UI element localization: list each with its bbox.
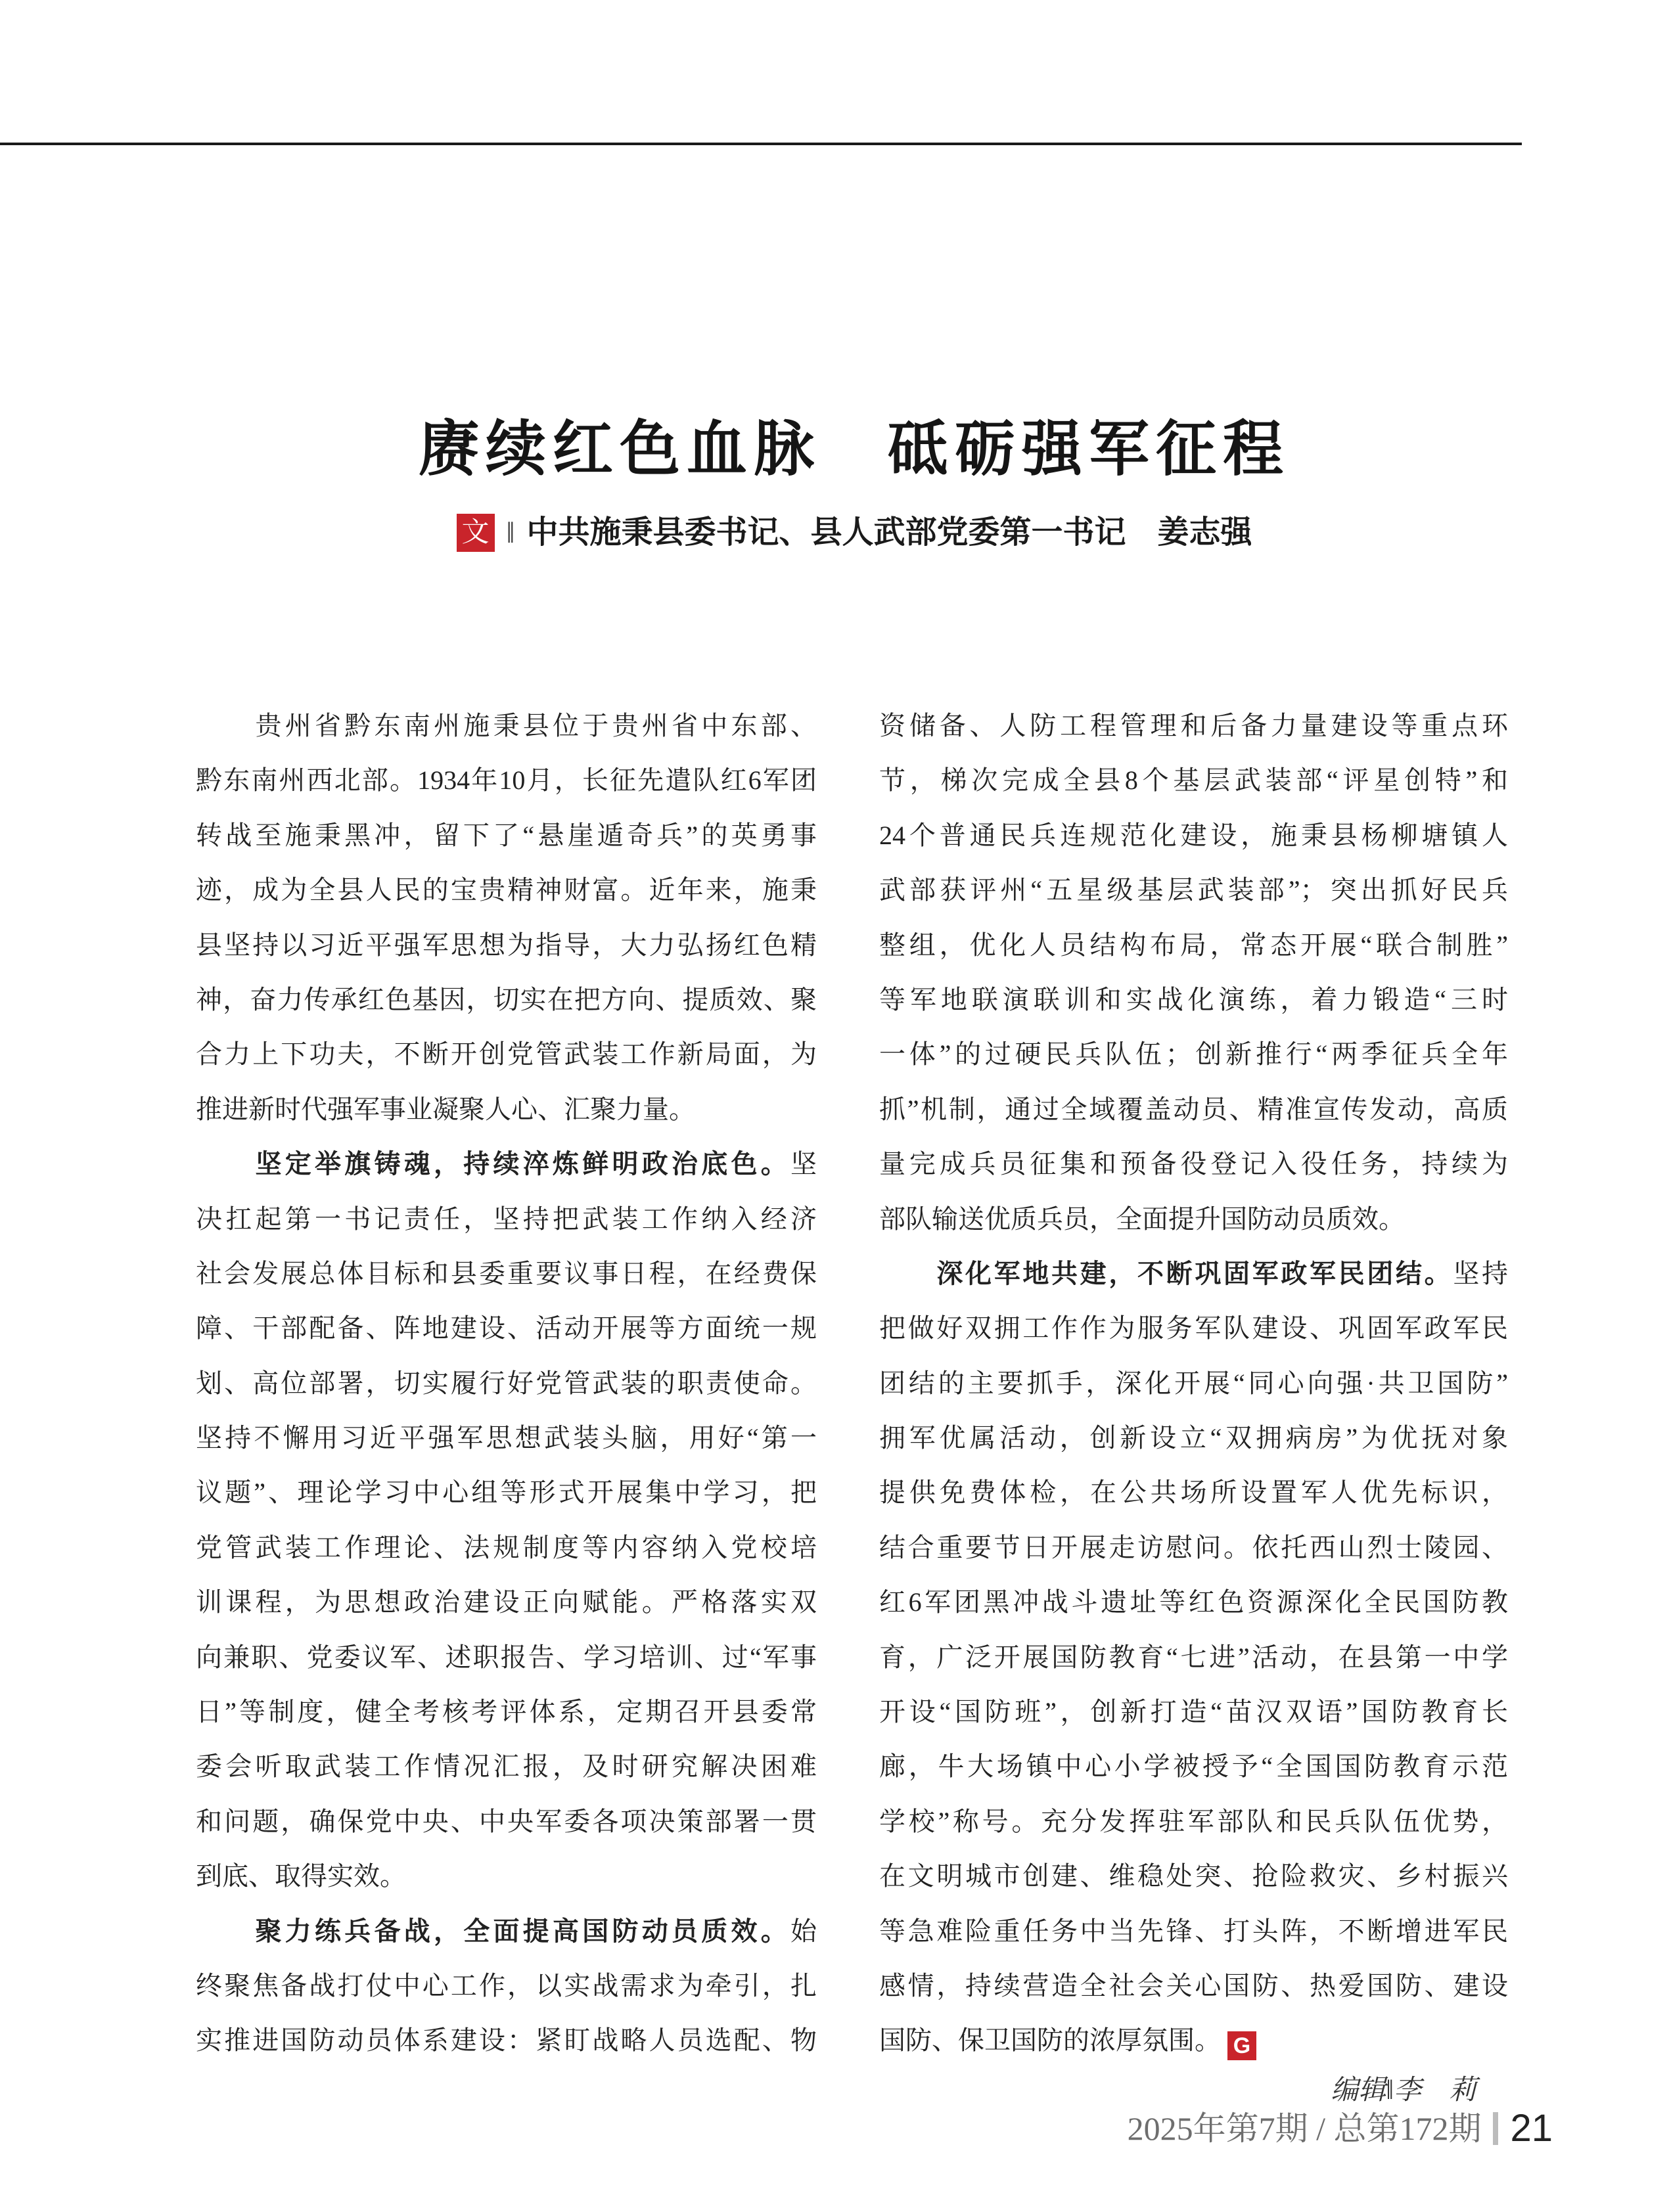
text-line: 24个普通民兵连规范化建设，施秉县杨柳塘镇人 — [879, 820, 1508, 850]
text-line: 向兼职、党委议军、述职报告、学习培训、过“军事 — [196, 1642, 817, 1672]
text-line: 等急难险重任务中当先锋、打头阵，不断增进军民 — [879, 1916, 1508, 1946]
text-line: 抓”机制，通过全域覆盖动员、精准宣传发动，高质 — [879, 1094, 1508, 1124]
text-line: 学校”称号。充分发挥驻军部队和民兵队伍优势， — [879, 1806, 1508, 1836]
byline — [177, 514, 1531, 552]
column-left — [196, 698, 817, 2068]
text-line: 红6军团黑冲战斗遗址等红色资源深化全民国防教 — [879, 1587, 1508, 1617]
text-line: 开设“国防班”，创新打造“苗汉双语”国防教育长 — [879, 1697, 1508, 1727]
text-line: 提供免费体检，在公共场所设置军人优先标识， — [879, 1478, 1508, 1508]
text-line: 团结的主要抓手，深化开展“同心向强·共卫国防” — [879, 1368, 1508, 1398]
text-line: 育，广泛开展国防教育“七进”活动，在县第一中学 — [879, 1642, 1508, 1672]
text-line: 贵州省黔东南州施秉县位于贵州省中东部、 — [196, 711, 817, 740]
article-title: 赓续红色血脉 砥砺强军征程 — [418, 415, 1290, 483]
header-rule — [0, 143, 1522, 145]
text-line: 把做好双拥工作作为服务军队建设、巩固军政军民 — [879, 1313, 1508, 1343]
text-line: 整组，优化人员结构布局，常态开展“联合制胜” — [879, 930, 1508, 960]
column-right — [879, 698, 1508, 2068]
footer-editor: 编辑‖李 莉 — [1331, 2075, 1476, 2106]
text-line: 量完成兵员征集和预备役登记入役任务，持续为 — [879, 1149, 1508, 1179]
text-line: 委会听取武装工作情况汇报，及时研究解决困难 — [196, 1751, 817, 1782]
text-line: 深化军地共建，不断巩固军政军民团结。坚持 — [879, 1258, 1508, 1288]
text-line: 障、干部配备、阵地建设、活动开展等方面统一规 — [196, 1313, 817, 1343]
text-line: 训课程，为思想政治建设正向赋能。严格落实双 — [196, 1587, 817, 1617]
text-line: 划、高位部署，切实履行好党管武装的职责使命。 — [196, 1368, 817, 1398]
text-line: 党管武装工作理论、法规制度等内容纳入党校培 — [196, 1532, 817, 1562]
text-line: 聚力练兵备战，全面提高国防动员质效。始 — [196, 1916, 817, 1946]
issue-label: 2025年第7期 / 总第172期 — [1127, 2110, 1482, 2147]
text-line: 坚持不懈用习近平强军思想武装头脑，用好“第一 — [196, 1423, 817, 1453]
text-line: 和问题，确保党中央、中央军委各项决策部署一贯 — [196, 1806, 817, 1836]
issue-divider — [1493, 2112, 1498, 2145]
wen-badge-icon: 文 — [457, 514, 495, 552]
text-line: 坚定举旗铸魂，持续淬炼鲜明政治底色。坚 — [196, 1149, 817, 1179]
text-line: 拥军优属活动，创新设立“双拥病房”为优抚对象 — [879, 1423, 1508, 1453]
text-line: 推进新时代强军事业凝聚人心、汇聚力量。 — [196, 1094, 695, 1124]
text-line: 决扛起第一书记责任，坚持把武装工作纳入经济 — [196, 1204, 817, 1234]
text-line: 在文明城市创建、维稳处突、抢险救灾、乡村振兴 — [879, 1861, 1508, 1891]
text-line: 迹，成为全县人民的宝贵精神财富。近年来，施秉 — [196, 875, 817, 905]
byline-separator: ‖ — [506, 516, 515, 549]
article-end-mark: G — [1227, 2031, 1256, 2060]
text-line: 等军地联演联训和实战化演练，着力锻造“三时 — [879, 984, 1508, 1014]
text-line: 日”等制度，健全考核考评体系，定期召开县委常 — [196, 1697, 817, 1727]
text-line: 实推进国防动员体系建设：紧盯战略人员选配、物 — [196, 2025, 817, 2056]
text-line: 廊，牛大场镇中心小学被授予“全国国防教育示范 — [879, 1751, 1508, 1782]
text-line: 议题”、理论学习中心组等形式开展集中学习，把 — [196, 1478, 817, 1508]
text-line: 社会发展总体目标和县委重要议事日程，在经费保 — [196, 1258, 817, 1288]
text-line: 黔东南州西北部。1934年10月，长征先遣队红6军团 — [196, 765, 817, 796]
text-line: 县坚持以习近平强军思想为指导，大力弘扬红色精 — [196, 930, 817, 960]
text-line: 结合重要节日开展走访慰问。依托西山烈士陵园、 — [879, 1532, 1508, 1562]
text-line: 终聚焦备战打仗中心工作，以实战需求为牵引，扎 — [196, 1970, 817, 2000]
text-line: 合力上下功夫，不断开创党管武装工作新局面，为 — [196, 1039, 817, 1070]
text-line: 武部获评州“五星级基层武装部”；突出抓好民兵 — [879, 875, 1508, 905]
text-line: 转战至施秉黑冲，留下了“悬崖遁奇兵”的英勇事 — [196, 820, 817, 850]
text-line: 神，奋力传承红色基因，切实在把方向、提质效、聚 — [196, 984, 817, 1014]
page-number: 21 — [1510, 2107, 1553, 2150]
text-line: 一体”的过硬民兵队伍；创新推行“两季征兵全年 — [879, 1039, 1508, 1070]
footer-issue — [1128, 2109, 1553, 2148]
text-line: 部队输送优质兵员，全面提升国防动员质效。 — [879, 1204, 1405, 1234]
byline-author: 中共施秉县委书记、县人武部党委第一书记 姜志强 — [526, 515, 1252, 550]
text-line: 资储备、人防工程管理和后备力量建设等重点环 — [879, 711, 1508, 740]
text-line: 到底、取得实效。 — [196, 1861, 406, 1891]
text-line: 感情，持续营造全社会关心国防、热爱国防、建设 — [879, 1970, 1508, 2000]
text-line: 节，梯次完成全县8个基层武装部“评星创特”和 — [879, 765, 1508, 796]
text-line: 国防、保卫国防的浓厚氛围。 G — [879, 2013, 1508, 2067]
